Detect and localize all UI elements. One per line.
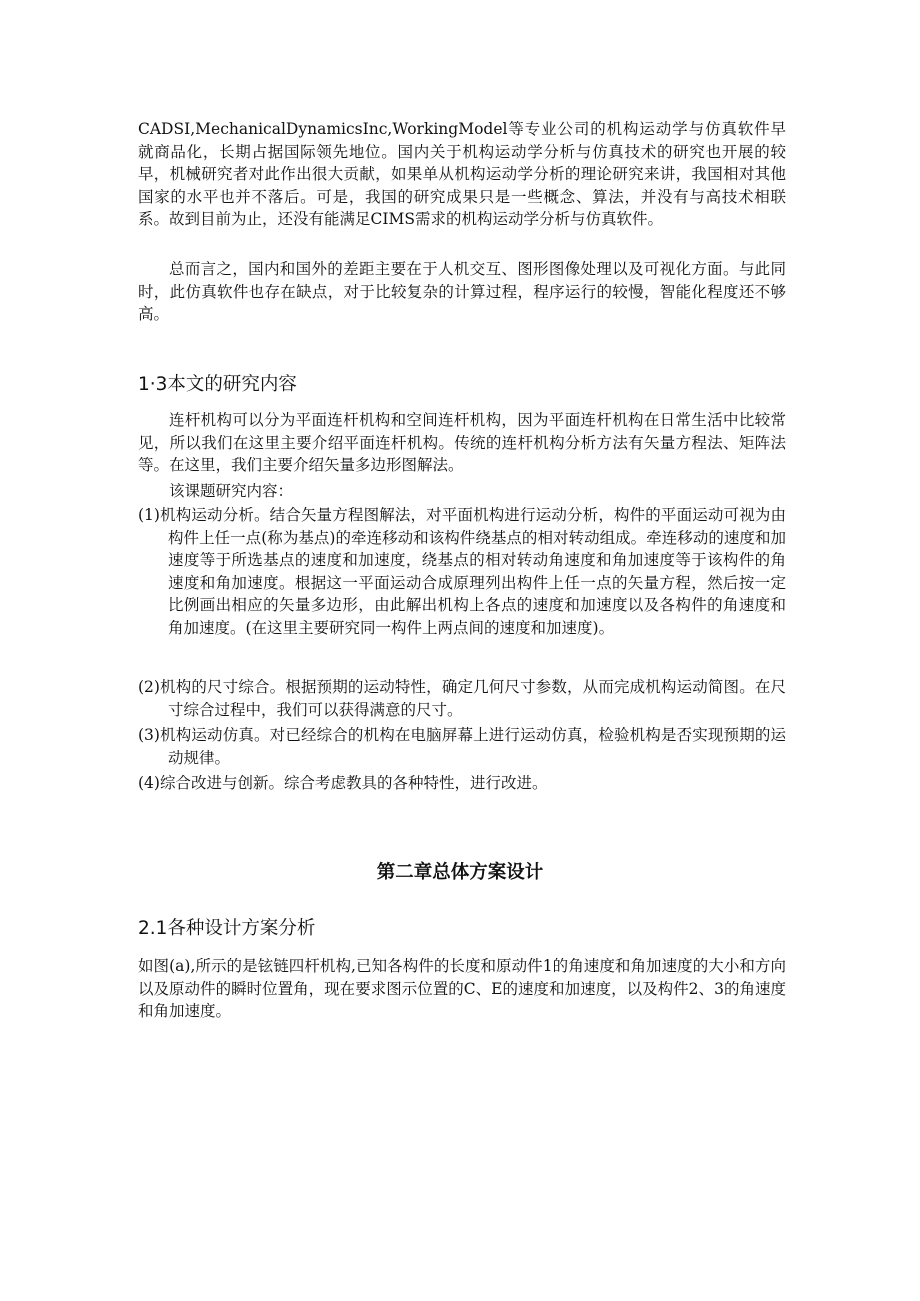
research-item-4: (4)综合改进与创新。综合考虑教具的各种特性，进行改进。 xyxy=(138,774,548,792)
intro-paragraph-1: CADSI,MechanicalDynamicsInc,WorkingModel等专业公司的机构运动学与仿真软件早就商品化，长期占据国际领先地位。国内关于机构运动学分析与仿真技术的研究也开展的较早，机械研究者对此作出很大贡献，如果单从机构运动学分析的理论研究来讲，我国相对其他国家的水平也并不落后。可是，我国的研究成果只是一些概念、算法，并没有与高技术相联系。故到目前为止，还没有能满足CIMS需求的机构运动学分析与仿真软件。 xyxy=(138,120,786,229)
section-2-1-paragraph-1: 如图(a),所示的是铉链四杆机构,已知各构件的长度和原动件1的角速度和角加速度的大小和方向以及原动件的瞬时位置角，现在要求图示位置的C、E的速度和加速度，以及构件2、3的角速度和角加速度。 xyxy=(138,957,786,1021)
research-item-3: (3)机构运动仿真。对已经综合的机构在电脑屏幕上进行运动仿真，检验机构是否实现预期的运动规律。 xyxy=(138,726,786,767)
section-1-3-paragraph-2: 该课题研究内容： xyxy=(169,482,294,500)
intro-paragraph-2: 总而言之，国内和国外的差距主要在于人机交互、图形图像处理以及可视化方面。与此同时，此仿真软件也存在缺点，对于比较复杂的计算过程，程序运行的较慢，智能化程度还不够高。 xyxy=(138,260,786,324)
section-1-3-heading: 1·3本文的研究内容 xyxy=(138,374,297,395)
research-item-2: (2)机构的尺寸综合。根据预期的运动特性，确定几何尺寸参数，从而完成机构运动简图。在尺寸综合过程中，我们可以获得满意的尺寸。 xyxy=(138,678,786,719)
section-2-1-heading: 2.1各种设计方案分析 xyxy=(138,918,316,939)
section-1-3-paragraph-1: 连杆机构可以分为平面连杆机构和空间连杆机构，因为平面连杆机构在日常生活中比较常见，所以我们在这里主要介绍平面连杆机构。传统的连杆机构分析方法有矢量方程法、矩阵法等。在这里，我们主要介绍矢量多边形图解法。 xyxy=(138,411,786,475)
chapter-2-title: 第二章总体方案设计 xyxy=(376,862,544,883)
research-item-1: (1)机构运动分析。结合矢量方程图解法，对平面机构进行运动分析，构件的平面运动可视为由构件上任一点(称为基点)的牵连移动和该构件绕基点的相对转动组成。牵连移动的速度和加速度等于所选基点的速度和加速度，绕基点的相对转动角速度和角加速度等于该构件的角速度和角加速度。根据这一平面运动合成原理列出构件上任一点的矢量方程，然后按一定比例画出相应的矢量多边形，由此解出机构上各点的速度和加速度以及各构件的角速度和角加速度。(在这里主要研究同一构件上两点间的速度和加速度)。 xyxy=(138,506,786,637)
